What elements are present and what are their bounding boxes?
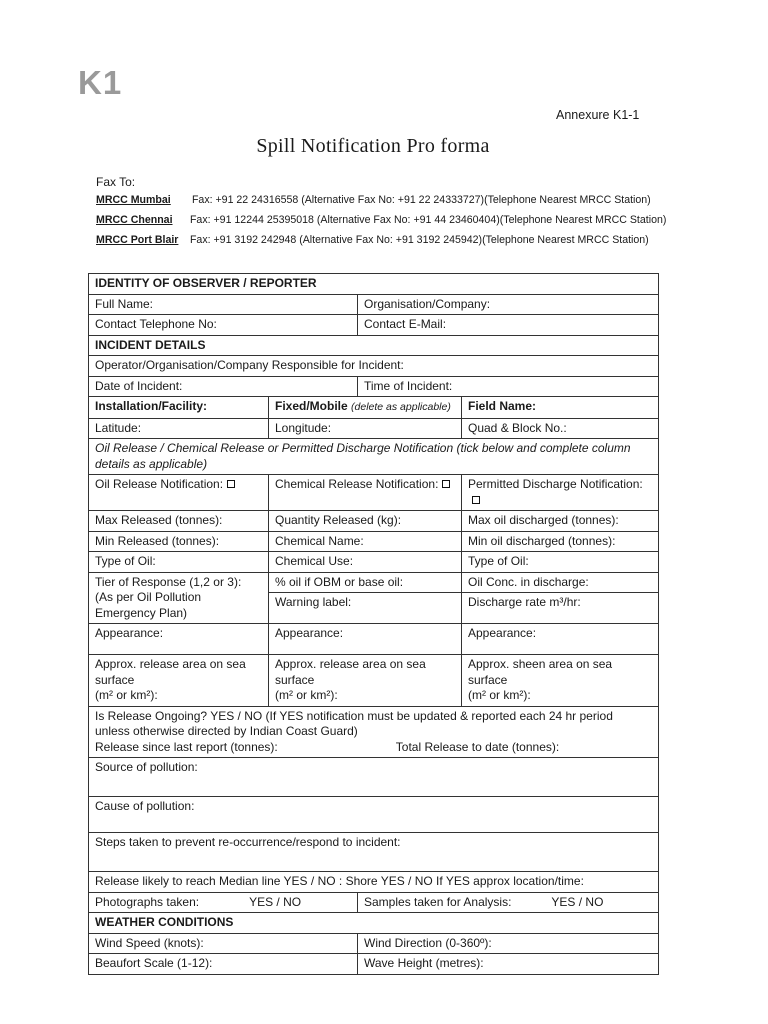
samples-yes-no[interactable]: YES / NO [551,894,604,909]
incident-heading: INCIDENT DETAILS [89,335,659,356]
area-line-1: Approx. release area on sea [95,657,246,671]
fax-to-label: Fax To: [96,175,136,189]
chemical-release-notification[interactable] [269,475,462,511]
wind-direction-field[interactable]: Wind Direction (0-360º): [358,933,659,954]
permitted-discharge-label: Permitted Discharge Notification: [468,477,643,491]
tier-line-2: (As per Oil Pollution [95,590,202,604]
photographs-taken-field[interactable] [89,892,358,913]
ongoing-line-2: unless otherwise directed by Indian Coast Guard) [95,724,358,738]
sheen-area-field[interactable] [462,655,659,707]
min-oil-discharged-field[interactable]: Min oil discharged (tonnes): [462,531,659,552]
oil-release-label: Oil Release Notification: [95,477,224,491]
ongoing-line-1: Is Release Ongoing? YES / NO (If YES notification must be updated & reported each 24 hr period [95,708,613,723]
oil-concentration-field[interactable]: Oil Conc. in discharge: [462,572,659,593]
area-line-1: Approx. release area on sea [275,657,426,671]
total-release-label: Total Release to date (tonnes): [395,739,560,754]
checkbox-icon[interactable] [472,496,480,504]
appearance-discharge-field[interactable]: Appearance: [462,624,659,655]
station-fax: Fax: +91 3192 242948 (Alternative Fax No: +91 3192 245942)(Telephone Nearest MRCC Station) [189,234,649,246]
fixed-mobile-field[interactable] [269,397,462,419]
area-line-2: surface [275,672,315,687]
page-title: Spill Notification Pro forma [256,135,490,157]
photographs-label: Photographs taken: [95,894,200,909]
steps-taken-field[interactable]: Steps taken to prevent re-occurrence/respond to incident: [89,833,659,872]
spill-notification-form [88,273,659,975]
min-released-field[interactable]: Min Released (tonnes): [89,531,269,552]
appearance-chemical-field[interactable]: Appearance: [269,624,462,655]
photographs-yes-no[interactable]: YES / NO [249,894,302,909]
tier-line-1: Tier of Response (1,2 or 3): [95,574,242,589]
release-ongoing-field[interactable] [89,706,659,758]
release-area-chemical-field[interactable] [269,655,462,707]
permitted-discharge-notification[interactable] [462,475,659,511]
warning-label-field[interactable]: Warning label: [269,593,462,624]
release-area-oil-field[interactable] [89,655,269,707]
chemical-name-field[interactable]: Chemical Name: [269,531,462,552]
type-of-oil-discharge-field[interactable]: Type of Oil: [462,552,659,573]
station-name: MRCC Chennai [96,214,173,226]
area-line-1: Approx. sheen area on sea [468,657,613,671]
section-code: K1 [78,64,123,101]
weather-heading: WEATHER CONDITIONS [89,913,659,934]
release-note: Oil Release / Chemical Release or Permitted Discharge Notification (tick below and complete column details as applicable) [89,439,659,475]
tier-line-3: Emergency Plan) [95,605,188,620]
chemical-use-field[interactable]: Chemical Use: [269,552,462,573]
checkbox-icon[interactable] [442,480,450,488]
fax-row-mumbai [96,194,651,206]
source-of-pollution-field[interactable]: Source of pollution: [89,758,659,797]
delete-note: (delete as applicable) [351,401,451,413]
area-line-2: surface [95,672,135,687]
beaufort-scale-field[interactable]: Beaufort Scale (1-12): [89,954,358,975]
full-name-field[interactable]: Full Name: [89,294,358,315]
oil-release-notification[interactable] [89,475,269,511]
fax-row-chennai [96,214,666,226]
cause-of-pollution-field[interactable]: Cause of pollution: [89,797,659,833]
discharge-rate-field[interactable]: Discharge rate m³/hr: [462,593,659,624]
release-since-last-label: Release since last report (tonnes): [95,739,278,754]
type-of-oil-field[interactable]: Type of Oil: [89,552,269,573]
samples-taken-field[interactable] [358,892,659,913]
area-units: (m² or km²): [275,688,338,702]
chemical-release-label: Chemical Release Notification: [275,477,439,491]
quantity-released-field[interactable]: Quantity Released (kg): [269,511,462,532]
station-name: MRCC Port Blair [96,234,179,246]
station-fax: Fax: +91 22 24316558 (Alternative Fax No: +91 22 24333727)(Telephone Nearest MRCC Station) [191,194,651,206]
fixed-mobile-label: Fixed/Mobile [275,399,348,413]
pct-oil-field[interactable]: % oil if OBM or base oil: [269,572,462,593]
area-line-2: surface [468,672,508,687]
max-released-field[interactable]: Max Released (tonnes): [89,511,269,532]
observer-heading: IDENTITY OF OBSERVER / REPORTER [89,274,659,295]
max-oil-discharged-field[interactable]: Max oil discharged (tonnes): [462,511,659,532]
annexure-label: Annexure K1-1 [556,108,640,122]
wave-height-field[interactable]: Wave Height (metres): [358,954,659,975]
time-of-incident-field[interactable]: Time of Incident: [358,376,659,397]
station-fax: Fax: +91 12244 25395018 (Alternative Fax No: +91 44 23460404)(Telephone Nearest MRCC Station) [189,214,667,226]
quad-block-field[interactable]: Quad & Block No.: [462,418,659,439]
contact-telephone-field[interactable]: Contact Telephone No: [89,315,358,336]
appearance-oil-field[interactable]: Appearance: [89,624,269,655]
installation-field[interactable]: Installation/Facility: [89,397,269,419]
area-units: (m² or km²): [468,688,531,702]
operator-field[interactable]: Operator/Organisation/Company Responsible for Incident: [89,356,659,377]
field-name-field[interactable]: Field Name: [462,397,659,419]
station-name: MRCC Mumbai [96,194,171,206]
organisation-field[interactable]: Organisation/Company: [358,294,659,315]
date-of-incident-field[interactable]: Date of Incident: [89,376,358,397]
latitude-field[interactable]: Latitude: [89,418,269,439]
fax-row-port-blair [96,234,649,246]
release-totals-line [95,740,652,756]
contact-email-field[interactable]: Contact E-Mail: [358,315,659,336]
area-units: (m² or km²): [95,688,158,702]
samples-label: Samples taken for Analysis: [364,894,512,909]
median-line-field[interactable]: Release likely to reach Median line YES / NO : Shore YES / NO If YES approx location/time: [89,872,659,893]
wind-speed-field[interactable]: Wind Speed (knots): [89,933,358,954]
checkbox-icon[interactable] [227,480,235,488]
tier-of-response-field[interactable] [89,572,269,624]
longitude-field[interactable]: Longitude: [269,418,462,439]
